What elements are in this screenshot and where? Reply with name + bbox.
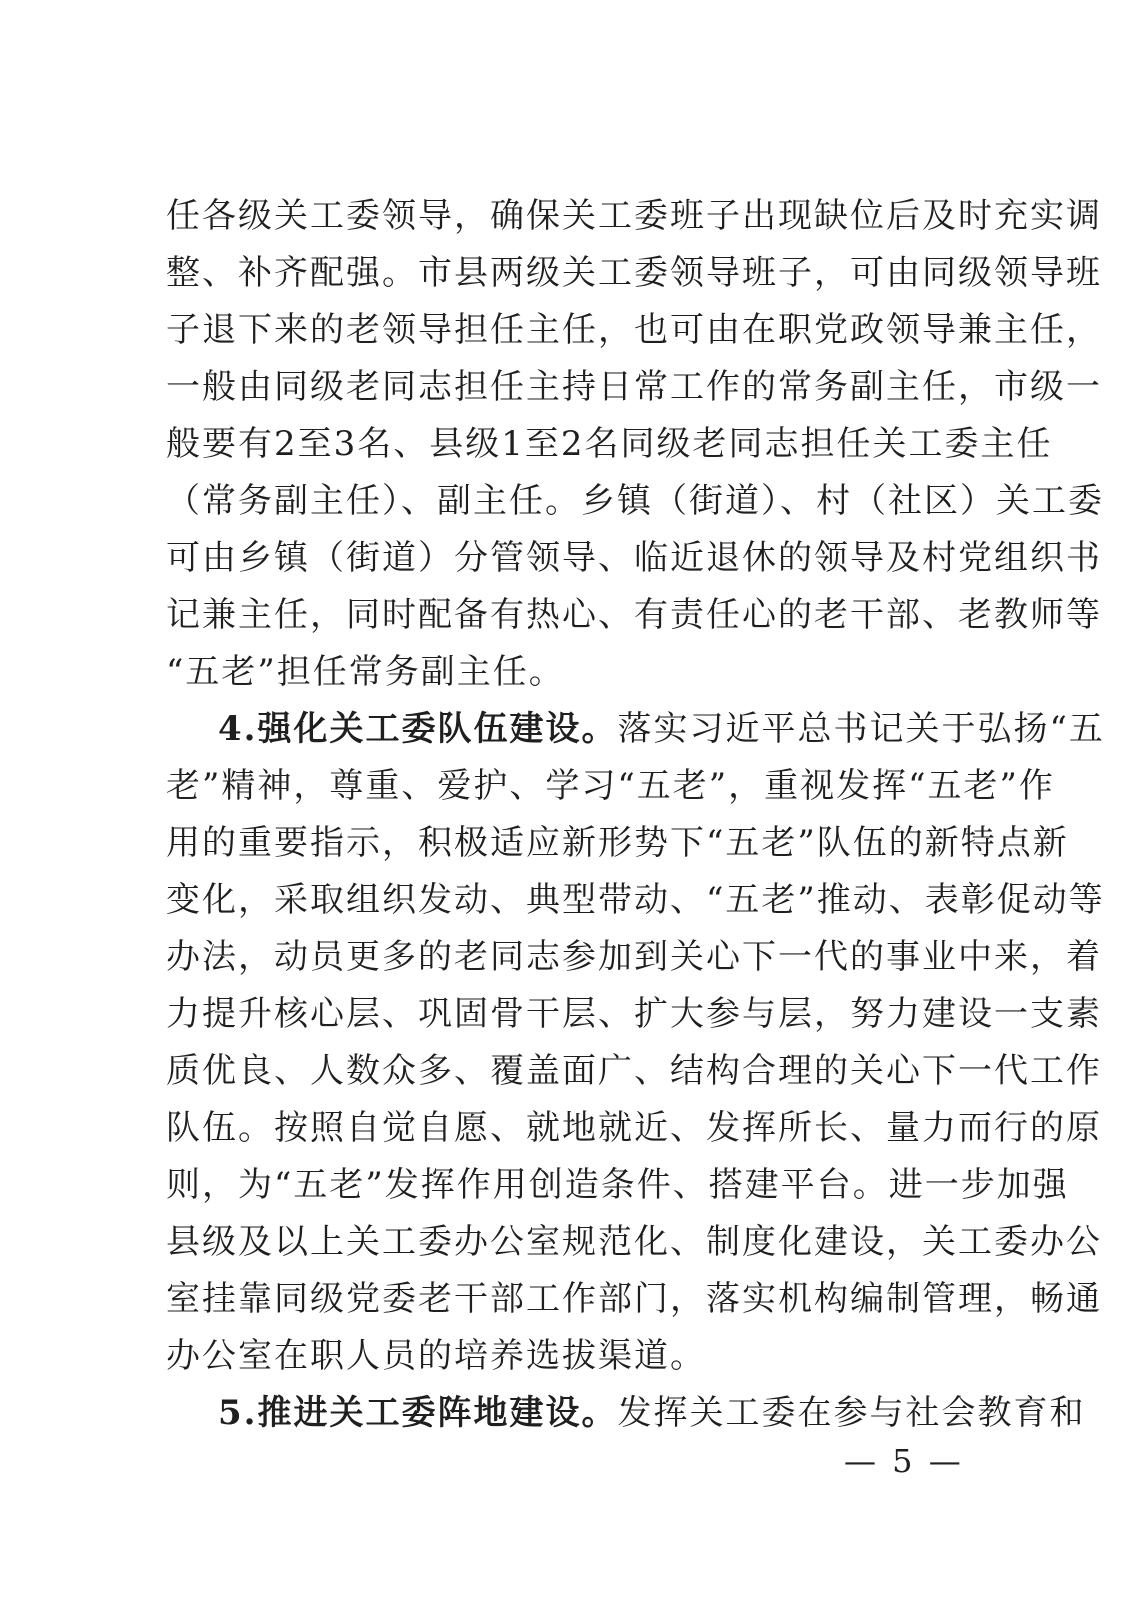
paragraph-line: 县级及以上关工委办公室规范化、制度化建设，关工委办公 bbox=[166, 1222, 1102, 1262]
paragraph-line: 记兼主任，同时配备有热心、有责任心的老干部、老教师等 bbox=[166, 595, 1102, 635]
paragraph-line: 老”精神，尊重、爱护、学习“五老”，重视发挥“五老”作 bbox=[166, 766, 1055, 806]
paragraph-line: 质优良、人数众多、覆盖面广、结构合理的关心下一代工作 bbox=[166, 1051, 1102, 1091]
paragraph-line: 室挂靠同级党委老干部工作部门，落实机构编制管理，畅通 bbox=[166, 1279, 1102, 1319]
paragraph-line: 则，为“五老”发挥作用创造条件、搭建平台。进一步加强 bbox=[166, 1165, 1069, 1205]
section-4-heading: 4.强化关工委队伍建设。 bbox=[218, 709, 618, 749]
paragraph-line: “五老”担任常务副主任。 bbox=[166, 652, 565, 692]
section-5-heading: 5.推进关工委阵地建设。 bbox=[218, 1393, 618, 1433]
section-4-first-line-text: 落实习近平总书记关于弘扬“五 bbox=[617, 709, 1105, 749]
paragraph-line: 变化，采取组织发动、典型带动、“五老”推动、表彰促动等 bbox=[166, 880, 1105, 920]
section-5-first-line-text: 发挥关工委在参与社会教育和 bbox=[617, 1393, 1086, 1433]
paragraph-line: 任各级关工委领导，确保关工委班子出现缺位后及时充实调 bbox=[166, 196, 1102, 236]
paragraph-line: 可由乡镇（街道）分管领导、临近退休的领导及村党组织书 bbox=[166, 538, 1102, 578]
paragraph-line: 子退下来的老领导担任主任，也可由在职党政领导兼主任， bbox=[166, 310, 1102, 350]
paragraph-line: 办公室在职人员的培养选拔渠道。 bbox=[166, 1336, 706, 1376]
paragraph-line: 用的重要指示，积极适应新形势下“五老”队伍的新特点新 bbox=[166, 823, 1069, 863]
section-4-first-line bbox=[166, 701, 1105, 758]
paragraph-line: （常务副主任）、副主任。乡镇（街道）、村（社区）关工委 bbox=[166, 481, 1104, 521]
paragraph-line: 队伍。按照自觉自愿、就地就近、发挥所长、量力而行的原 bbox=[166, 1108, 1102, 1148]
paragraph-line: 一般由同级老同志担任主持日常工作的常务副主任，市级一 bbox=[166, 367, 1102, 407]
paragraph-line: 力提升核心层、巩固骨干层、扩大参与层，努力建设一支素 bbox=[166, 994, 1102, 1034]
section-5-first-line bbox=[166, 1385, 1086, 1442]
paragraph-line: 整、补齐配强。市县两级关工委领导班子，可由同级领导班 bbox=[166, 253, 1102, 293]
page-number: — 5 — bbox=[844, 1442, 964, 1480]
document-body bbox=[166, 188, 1105, 1442]
paragraph-line: 办法，动员更多的老同志参加到关心下一代的事业中来，着 bbox=[166, 937, 1102, 977]
paragraph-line: 般要有2至3名、县级1至2名同级老同志担任关工委主任 bbox=[166, 424, 1053, 464]
